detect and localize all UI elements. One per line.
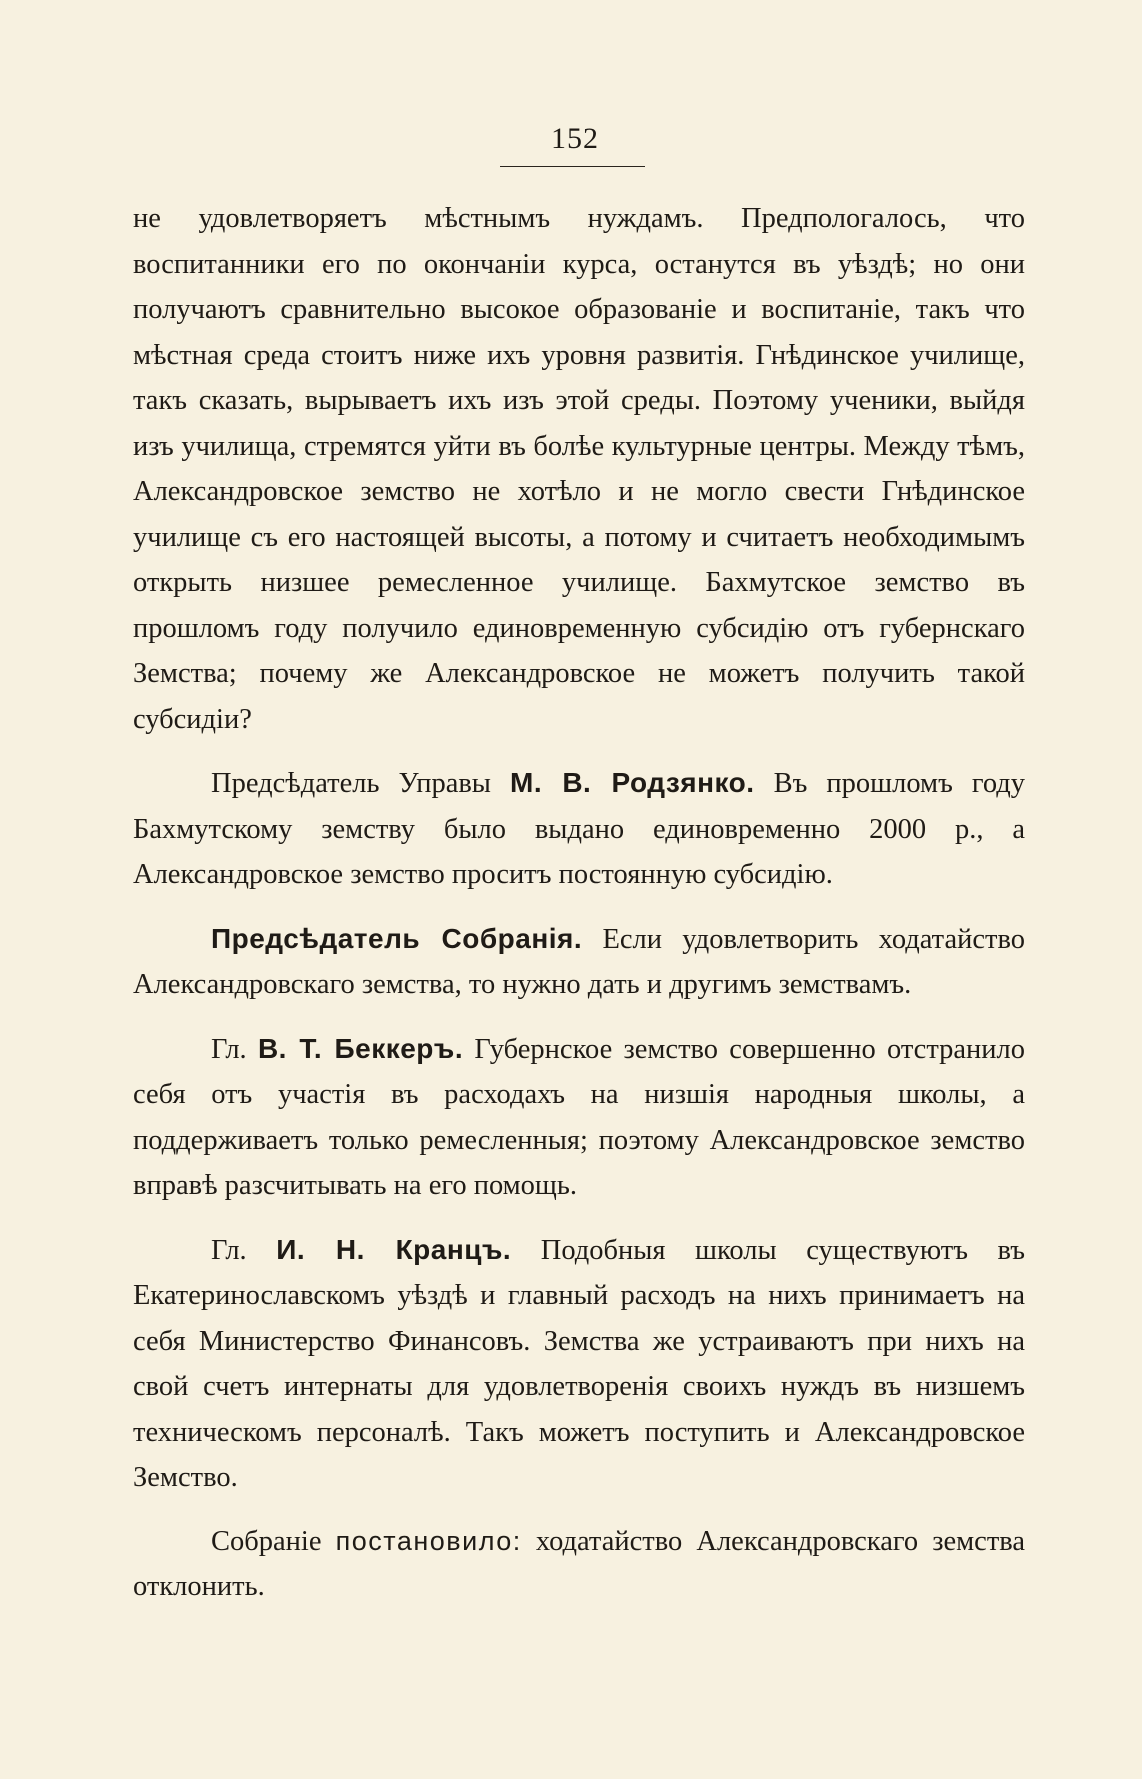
paragraph-text: не удовлетворяетъ мѣстнымъ нуждамъ. Предпологалось, что воспитанники его по окончаніи курса, останутся въ уѣздѣ; но они получаютъ сравнительно высокое образованіе и воспитаніе, такъ что мѣстная среда стоитъ ниже ихъ уровня развитія. Гнѣдинское училище, такъ сказать, вырываетъ ихъ изъ этой среды. Поэтому ученики, выйдя изъ училища, стремятся уйти въ болѣе культурные центры. Между тѣмъ, Александровское земство не хотѣло и не могло свести Гнѣдинское училище съ его настоящей высоты, а потому и считаетъ необходимымъ открыть низшее ремесленное училище. Бахмутское земство въ прошломъ году получило единовременную субсидію отъ губернскаго Земства; почему же Александровское не можетъ получить такой субсидіи? (133, 203, 1025, 735)
header-rule (500, 166, 645, 167)
body-text (133, 196, 1025, 1610)
paragraph-text: Въ прошломъ году Бахмутскому земству было выдано единовременно 2000 р., а Александровское земство проситъ постоянную субсидію. (133, 768, 1026, 890)
resolution-subject: Собраніе (211, 1525, 322, 1557)
paragraph-krants (133, 1227, 1025, 1501)
speaker-title: Предсѣдатель Управы (211, 768, 491, 799)
speaker-name: Предсѣдатель Собранія. (211, 922, 583, 954)
paragraph-text: Подобныя школы существуютъ въ Екатеринославскомъ уѣздѣ и главный расходъ на нихъ принимаетъ на себя Министерство Финансовъ. Земства же устраиваютъ при нихъ на свой счетъ интернаты для удовлетворенія своихъ нуждъ въ низшемъ техническомъ персоналѣ. Такъ можетъ поступить и Александровское Земство. (133, 1234, 1026, 1493)
page-number: 152 (551, 122, 599, 155)
speaker-name: М. В. Родзянко. (510, 767, 755, 798)
paragraph-chairman (133, 916, 1025, 1008)
speaker-title: Гл. (211, 1234, 247, 1266)
resolution-verb: постановило: (335, 1525, 522, 1556)
paragraph-continuation (133, 196, 1025, 742)
paragraph-text: Губернское земство совершенно отстранило себя отъ участія въ расходахъ на низшія народныя школы, а поддерживаетъ только ремесленныя; поэтому Александровское земство вправѣ разсчитывать на его помощь. (133, 1033, 1026, 1201)
speaker-title: Гл. (211, 1033, 247, 1065)
paragraph-bekker (133, 1026, 1025, 1209)
paragraph-text: ходатайство Александровскаго земства отклонить. (133, 1525, 1026, 1602)
paragraph-resolution (133, 1519, 1025, 1610)
speaker-name: В. Т. Беккеръ. (257, 1032, 464, 1064)
paragraph-text: Если удовлетворить ходатайство Александровскаго земства, то нужно дать и другимъ земствамъ. (133, 923, 1025, 1000)
paragraph-rodzyanko (133, 760, 1025, 898)
speaker-name: И. Н. Кранцъ. (276, 1233, 512, 1265)
